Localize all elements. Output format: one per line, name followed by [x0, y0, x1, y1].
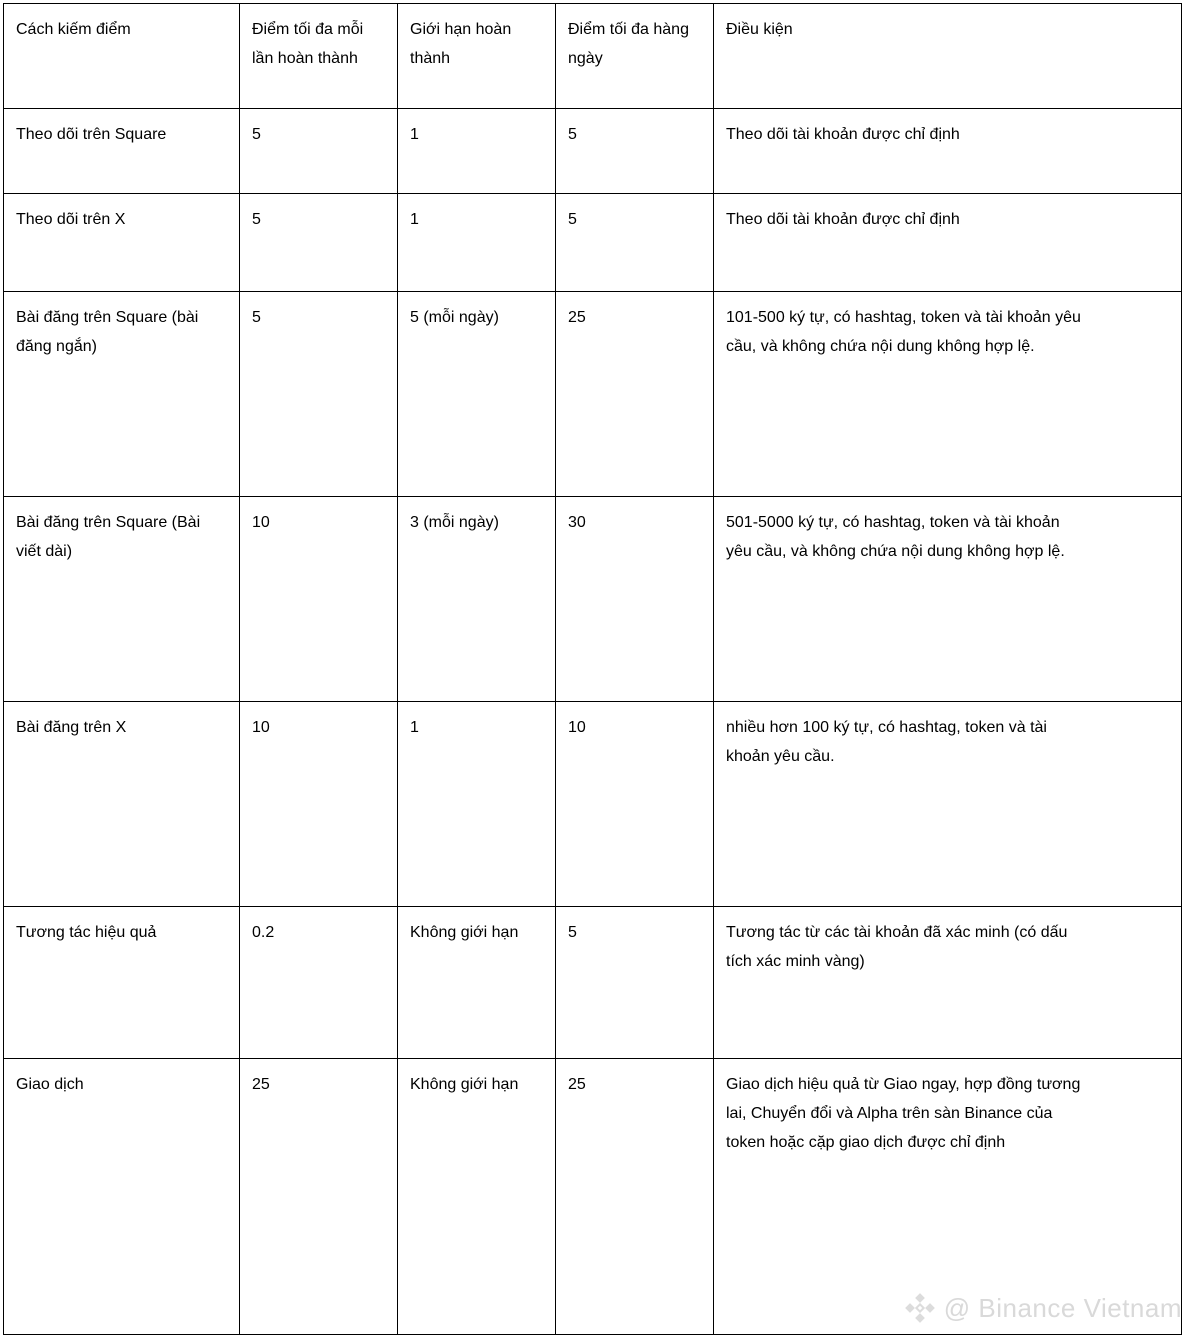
cell-condition: 101-500 ký tự, có hashtag, token và tài khoản yêu cầu, và không chứa nội dung không hợp lệ. [714, 292, 1182, 497]
cell-condition: Tương tác từ các tài khoản đã xác minh (có dấu tích xác minh vàng) [714, 907, 1182, 1059]
table-header-row [4, 4, 1182, 109]
cell-condition: nhiều hơn 100 ký tự, có hashtag, token và tài khoản yêu cầu. [714, 702, 1182, 907]
table-row [4, 907, 1182, 1059]
cell-condition: Theo dõi tài khoản được chỉ định [714, 194, 1182, 292]
cell-completion-limit: 3 (mỗi ngày) [398, 497, 556, 702]
header-max-daily: Điểm tối đa hàng ngày [556, 4, 714, 109]
cell-completion-limit: 5 (mỗi ngày) [398, 292, 556, 497]
cell-method: Bài đăng trên Square (Bài viết dài) [4, 497, 240, 702]
cell-condition: 501-5000 ký tự, có hashtag, token và tài khoản yêu cầu, và không chứa nội dung không hợp lệ. [714, 497, 1182, 702]
cell-max-daily: 5 [556, 109, 714, 194]
table-row [4, 702, 1182, 907]
cell-method: Tương tác hiệu quả [4, 907, 240, 1059]
cell-max-per-completion: 0.2 [240, 907, 398, 1059]
cell-max-per-completion: 5 [240, 292, 398, 497]
cell-condition: Giao dịch hiệu quả từ Giao ngay, hợp đồng tương lai, Chuyển đổi và Alpha trên sàn Binance của token hoặc cặp giao dịch được chỉ định [714, 1059, 1182, 1335]
cell-method: Bài đăng trên Square (bài đăng ngắn) [4, 292, 240, 497]
cell-max-daily: 10 [556, 702, 714, 907]
header-condition: Điều kiện [714, 4, 1182, 109]
cell-max-daily: 5 [556, 907, 714, 1059]
header-completion-limit: Giới hạn hoàn thành [398, 4, 556, 109]
cell-completion-limit: 1 [398, 702, 556, 907]
watermark-text: @ Binance Vietnam [943, 1292, 1182, 1323]
cell-max-daily: 30 [556, 497, 714, 702]
header-max-per-completion: Điểm tối đa mỗi lần hoàn thành [240, 4, 398, 109]
cell-max-per-completion: 10 [240, 702, 398, 907]
table-row [4, 292, 1182, 497]
cell-completion-limit: Không giới hạn [398, 907, 556, 1059]
cell-method: Bài đăng trên X [4, 702, 240, 907]
cell-completion-limit: 1 [398, 194, 556, 292]
table-row [4, 194, 1182, 292]
cell-max-daily: 5 [556, 194, 714, 292]
cell-max-per-completion: 5 [240, 194, 398, 292]
cell-max-per-completion: 10 [240, 497, 398, 702]
cell-method: Theo dõi trên X [4, 194, 240, 292]
cell-method: Giao dịch [4, 1059, 240, 1335]
cell-max-per-completion: 25 [240, 1059, 398, 1335]
cell-condition: Theo dõi tài khoản được chỉ định [714, 109, 1182, 194]
table-row [4, 497, 1182, 702]
cell-completion-limit: Không giới hạn [398, 1059, 556, 1335]
cell-max-daily: 25 [556, 1059, 714, 1335]
cell-method: Theo dõi trên Square [4, 109, 240, 194]
cell-max-daily: 25 [556, 292, 714, 497]
header-method: Cách kiếm điểm [4, 4, 240, 109]
table-row [4, 1059, 1182, 1335]
points-earning-table [3, 3, 1182, 1335]
cell-max-per-completion: 5 [240, 109, 398, 194]
cell-completion-limit: 1 [398, 109, 556, 194]
table-row [4, 109, 1182, 194]
